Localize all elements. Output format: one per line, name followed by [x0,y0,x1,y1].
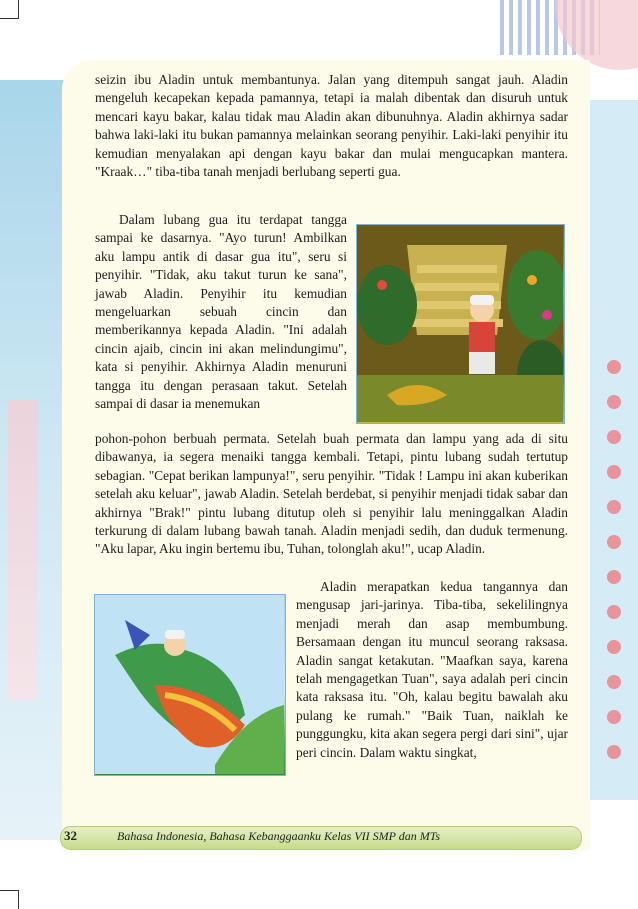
paragraph-2 [95,211,347,413]
aladin-cave-drawing [357,225,563,422]
paragraph-3: pohon-pohon berbuah permata. Setelah buah permata dan lampu yang ada di situ dibawanya, ia segera menaiki tangga kembali. Tetapi, pintu lubang sudah tertutup sebagian. "Cepat berikan lampunya!", seru penyihir. "Tidak ! Lampu ini akan kuberikan setelah aku keluar", jawab Aladin. Setelah berdebat, si penyihir menjadi tidak sabar dan akhirnya "Brak!" pintu lubang ditutup oleh si penyihir lalu meninggalkan Aladin terkurung di dalam lubang bawah tanah. Aladin menjadi sedih, dan duduk termenung. "Aku lapar, Aku ingin bertemu ibu, Tuhan, tolonglah aku!", ucap Aladin. [95,431,568,557]
illustration-aladin-flying [94,594,286,776]
crop-mark-top [0,0,19,19]
paragraph-4 [296,578,568,762]
illustration-aladin-cave [356,224,565,424]
book-title: Bahasa Indonesia, Bahasa Kebanggaanku Kelas VII SMP dan MTs [117,829,440,843]
aladin-flying-drawing [95,595,284,774]
left-decor-stripe [8,400,38,700]
page-number: 32 [64,828,77,843]
paragraph-4-text: Aladin merapatkan kedua tangannya dan mengusap jari-jarinya. Tiba-tiba, sekelilingnya menjadi merah dan asap membumbung. Bersamaan dengan itu muncul seorang raksasa. Aladin sangat ketakutan. "Maafkan saya, karena telah mengagetkan Tuan", saya adalah peri cincin kata raksasa itu. "Oh, kalau begitu bawalah aku pulang ke rumah." "Baik Tuan, naiklah ke punggungku, kita akan segera pergi dari sini", ujar peri cincin. Dalam waktu singkat, [296,579,568,760]
paragraph-1: seizin ibu Aladin untuk membantunya. Jalan yang ditempuh sangat jauh. Aladin mengeluh kecapekan kepada pamannya, tetapi ia malah dibentak dan disuruh untuk mencari kayu bakar, kalau tidak mau Aladin akan dibunuhnya. Aladin akhirnya sadar bahwa laki-laki itu bukan pamannya melainkan seorang penyihir. Laki-laki penyihir itu kemudian menyalakan api dengan kayu bakar dan mulai mengucapkan mantera. "Kraak…" tiba-tiba tanah menjadi berlubang seperti gua. [95,72,568,180]
paragraph-2-text: Dalam lubang gua itu terdapat tangga sampai ke dasarnya. "Ayo turun! Ambilkan aku lampu antik di dasar gua itu", seru si penyihir. "Tidak, aku takut turun ke sana", jawab Aladin. Penyihir itu kemudian mengeluarkan sebuah cincin dan memberikannya kepada Aladin. "Ini adalah cincin ajaib, cincin ini akan melindungimu", kata si penyihir. Akhirnya Aladin menuruni tangga itu dengan perasaan takut. Setelah sampai di dasar ia menemukan [95,212,347,412]
crop-mark-bottom [0,890,19,909]
right-decor-dots [598,360,630,830]
